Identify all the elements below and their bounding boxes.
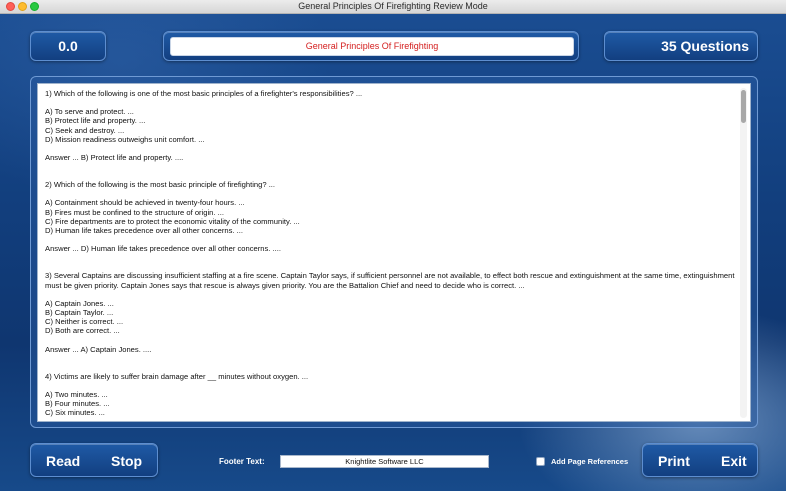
question-count-panel xyxy=(604,31,758,61)
answer-option: B) Fires must be confined to the structure of origin. ... xyxy=(45,207,224,217)
question-count: 35 Questions xyxy=(661,38,749,54)
exam-title-panel xyxy=(163,31,579,61)
answer-option: A) To serve and protect. ... xyxy=(45,107,134,117)
vertical-scrollbar[interactable] xyxy=(740,88,747,418)
title-bar xyxy=(0,0,786,14)
add-page-references-checkbox[interactable] xyxy=(536,457,545,466)
read-stop-panel xyxy=(30,443,158,477)
window-title: General Principles Of Firefighting Review Mode xyxy=(298,1,488,11)
question-item xyxy=(45,372,737,418)
answer-option: C) Six minutes. ... xyxy=(45,408,105,418)
footer-text-field[interactable]: Knightlite Software LLC xyxy=(280,455,489,468)
score-panel xyxy=(30,31,106,61)
exit-button[interactable]: Exit xyxy=(721,453,747,469)
question-item xyxy=(45,89,737,162)
question-item xyxy=(45,180,737,253)
question-text: 1) Which of the following is one of the most basic principles of a firefighter's responsibilities? ... xyxy=(45,89,363,98)
correct-answer: Answer ... D) Human life takes precedence over all other concerns. .... xyxy=(45,244,281,254)
answer-option: B) Four minutes. ... xyxy=(45,399,110,409)
answer-option: A) Captain Jones. ... xyxy=(45,298,114,308)
answer-option: A) Two minutes. ... xyxy=(45,390,108,400)
score-value: 0.0 xyxy=(58,38,78,54)
questions-list xyxy=(45,89,737,422)
footer-text-label: Footer Text: xyxy=(219,457,265,466)
question-text: 3) Several Captains are discussing insufficient staffing at a fire scene. Captain Taylor says, if sufficient personnel are not available, to effect both rescue and extinguishment at the same time, extinguishment must be given priority. Captain Jones says that rescue is always given priority. You are the Battalion Chief and need to decide who is correct. ... xyxy=(45,271,735,290)
answer-option: B) Protect life and property. ... xyxy=(45,116,146,126)
answer-option: D) Human life takes precedence over all other concerns. ... xyxy=(45,226,243,236)
scrollbar-thumb[interactable] xyxy=(741,90,746,123)
answer-option: C) Neither is correct. ... xyxy=(45,317,124,327)
read-button[interactable]: Read xyxy=(46,453,81,469)
answer-option: C) Seek and destroy. ... xyxy=(45,125,125,135)
answer-option: A) Containment should be achieved in twenty-four hours. ... xyxy=(45,198,245,208)
stop-button[interactable]: Stop xyxy=(111,453,143,469)
exam-title: General Principles Of Firefighting xyxy=(170,37,574,56)
answer-option: D) Both are correct. ... xyxy=(45,326,120,336)
correct-answer: Answer ... A) Captain Jones. .... xyxy=(45,344,152,354)
print-button[interactable]: Print xyxy=(658,453,690,469)
question-item xyxy=(45,271,737,353)
print-exit-panel xyxy=(642,443,758,477)
answer-option: C) Fire departments are to protect the economic vitality of the community. ... xyxy=(45,216,300,226)
add-page-references-label: Add Page References xyxy=(551,457,629,466)
review-text-area[interactable] xyxy=(37,83,751,422)
correct-answer: Answer ... B) Protect life and property. .... xyxy=(45,153,184,163)
answer-option: B) Captain Taylor. ... xyxy=(45,308,114,318)
question-text: 2) Which of the following is the most basic principle of firefighting? ... xyxy=(45,180,276,190)
question-text: 4) Victims are likely to suffer brain damage after __ minutes without oxygen. ... xyxy=(45,371,309,381)
answer-option: D) Mission readiness outweighs unit comfort. ... xyxy=(45,134,205,144)
